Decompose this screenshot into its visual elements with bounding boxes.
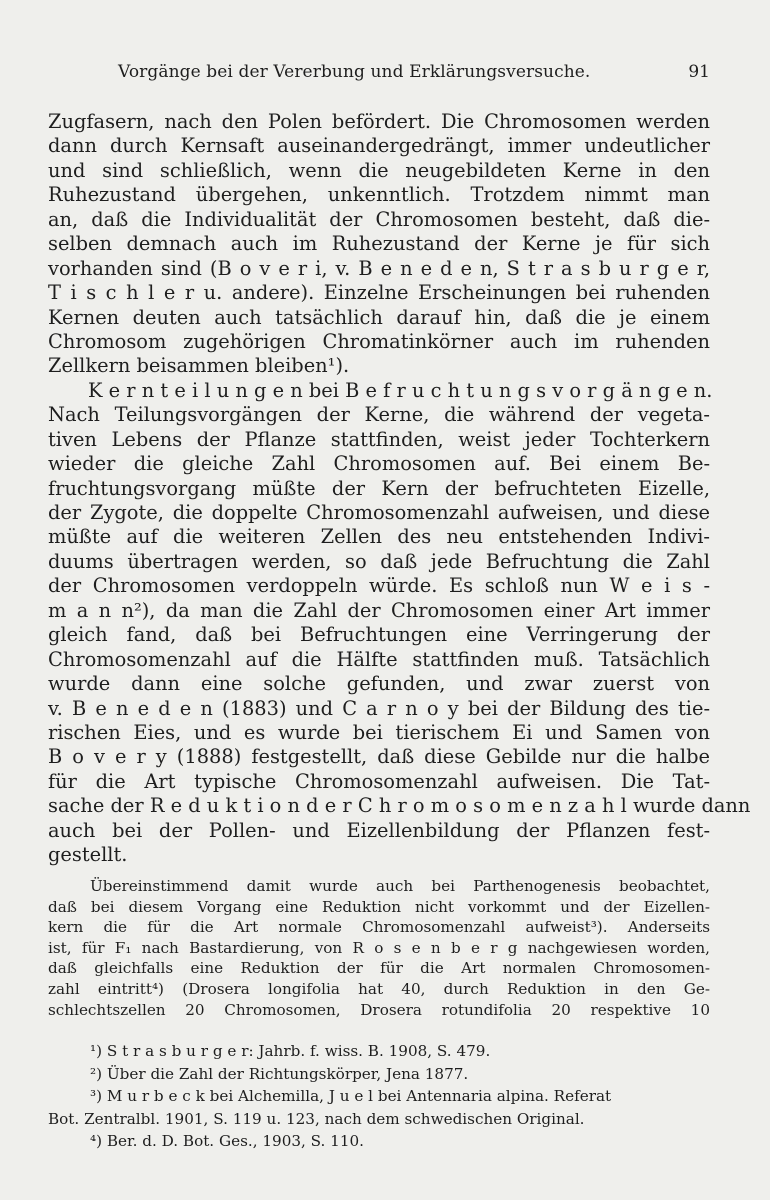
page-header xyxy=(48,62,710,88)
small-text-line: daß bei diesem Vorgang eine Reduktion nicht vorkommt und der Eizellen- xyxy=(48,897,710,916)
text-line: Ruhezustand übergehen, unkenntlich. Trotzdem nimmt man xyxy=(48,183,710,207)
text-line: vorhanden sind (B o v e r i, v. B e n e d e n, S t r a s b u r g e r, xyxy=(48,256,710,280)
text-line: Chromosom zugehörigen Chromatinkörner auch im ruhenden xyxy=(48,329,710,353)
text-line: der Zygote, die doppelte Chromosomenzahl aufweisen, und diese xyxy=(48,501,710,524)
small-text-line: zahl eintritt⁴) (Drosera longifolia hat 40, durch Reduktion in den Ge- xyxy=(48,979,710,998)
text-line: wurde dann eine solche gefunden, und zwar zuerst von xyxy=(48,672,710,696)
text-line: tiven Lebens der Pflanze stattfinden, weist jeder Tochterkern xyxy=(48,427,710,451)
text-line: dann durch Kernsaft auseinandergedrängt, immer undeutlicher xyxy=(48,134,710,158)
text-line: Nach Teilungsvorgängen der Kerne, die während der vegeta- xyxy=(48,403,710,427)
text-line: wieder die gleiche Zahl Chromosomen auf. Bei einem Be- xyxy=(48,452,710,476)
small-print-paragraph xyxy=(48,876,710,1020)
text-line: gleich fand, daß bei Befruchtungen eine Verringerung der xyxy=(48,623,710,647)
text-line: und sind schließlich, wenn die neugebildeten Kerne in den xyxy=(48,158,710,182)
text-line: selben demnach auch im Ruhezustand der Kerne je für sich xyxy=(48,232,710,256)
text-line: sache der R e d u k t i o n d e r C h r o m o s o m e n z a h l wurde dann xyxy=(48,794,751,818)
text-line: duums übertragen werden, so daß jede Befruchtung die Zahl xyxy=(48,549,710,573)
small-text-line: ist, für F₁ nach Bastardierung, von R o s e n b e r g nachgewiesen worden, xyxy=(48,938,710,957)
text-line: fruchtungsvorgang müßte der Kern der befruchteten Eizelle, xyxy=(48,476,710,500)
small-text-line: kern die für die Art normale Chromosomenzahl aufweist³). Anderseits xyxy=(48,918,710,937)
text-line: Zugfasern, nach den Polen befördert. Die Chromosomen werden xyxy=(48,110,710,133)
text-line: B o v e r y (1888) festgestellt, daß diese Gebilde nur die halbe xyxy=(48,745,710,769)
text-line: der Chromosomen verdoppeln würde. Es schloß nun W e i s - xyxy=(48,574,710,598)
footnote-3-continued: Bot. Zentralbl. 1901, S. 119 u. 123, nach dem schwedischen Original. xyxy=(48,1109,585,1128)
text-line: müßte auf die weiteren Zellen des neu entstehenden Indivi- xyxy=(48,525,710,549)
small-text-line: Übereinstimmend damit wurde auch bei Parthenogenesis beobachtet, xyxy=(90,877,710,895)
footnote-3: ³) M u r b e c k bei Alchemilla, J u e l bei Antennaria alpina. Referat xyxy=(90,1087,612,1106)
footnotes xyxy=(48,1040,710,1153)
footnote-4: ⁴) Ber. d. D. Bot. Ges., 1903, S. 110. xyxy=(90,1132,365,1151)
text-line: T i s c h l e r u. andere). Einzelne Erscheinungen bei ruhenden xyxy=(48,281,710,305)
running-title: Vorgänge bei der Vererbung und Erklärungsversuche. xyxy=(118,62,591,82)
footnote-2: ²) Über die Zahl der Richtungskörper, Jena 1877. xyxy=(90,1064,469,1083)
page-number: 91 xyxy=(688,62,710,82)
text-line: Kernen deuten auch tatsächlich darauf hin, daß die je einem xyxy=(48,305,710,329)
small-text-line: daß gleichfalls eine Reduktion der für die Art normalen Chromosomen- xyxy=(48,959,710,978)
text-line: gestellt. xyxy=(48,843,128,867)
text-line: auch bei der Pollen- und Eizellenbildung der Pflanzen fest- xyxy=(48,818,710,842)
text-line: für die Art typische Chromosomenzahl aufweisen. Die Tat- xyxy=(48,769,710,793)
footnote-1: ¹) S t r a s b u r g e r: Jahrb. f. wiss. B. 1908, S. 479. xyxy=(90,1042,491,1060)
small-text-line: schlechtszellen 20 Chromosomen, Drosera rotundifolia 20 respektive 10 xyxy=(48,1000,710,1019)
text-line: an, daß die Individualität der Chromosomen besteht, daß die- xyxy=(48,207,710,231)
text-line: v. B e n e d e n (1883) und C a r n o y bei der Bildung des tie- xyxy=(48,696,710,720)
text-line: Chromosomenzahl auf die Hälfte stattfinden muß. Tatsächlich xyxy=(48,647,710,671)
text-line: Zellkern beisammen bleiben¹). xyxy=(48,354,350,378)
text-line: rischen Eies, und es wurde bei tierischem Ei und Samen von xyxy=(48,720,710,744)
main-text xyxy=(48,110,751,868)
section-heading-line: K e r n t e i l u n g e n bei B e f r u c h t u n g s v o r g ä n g e n. xyxy=(88,378,713,402)
text-line: m a n n²), da man die Zahl der Chromosomen einer Art immer xyxy=(48,598,710,622)
